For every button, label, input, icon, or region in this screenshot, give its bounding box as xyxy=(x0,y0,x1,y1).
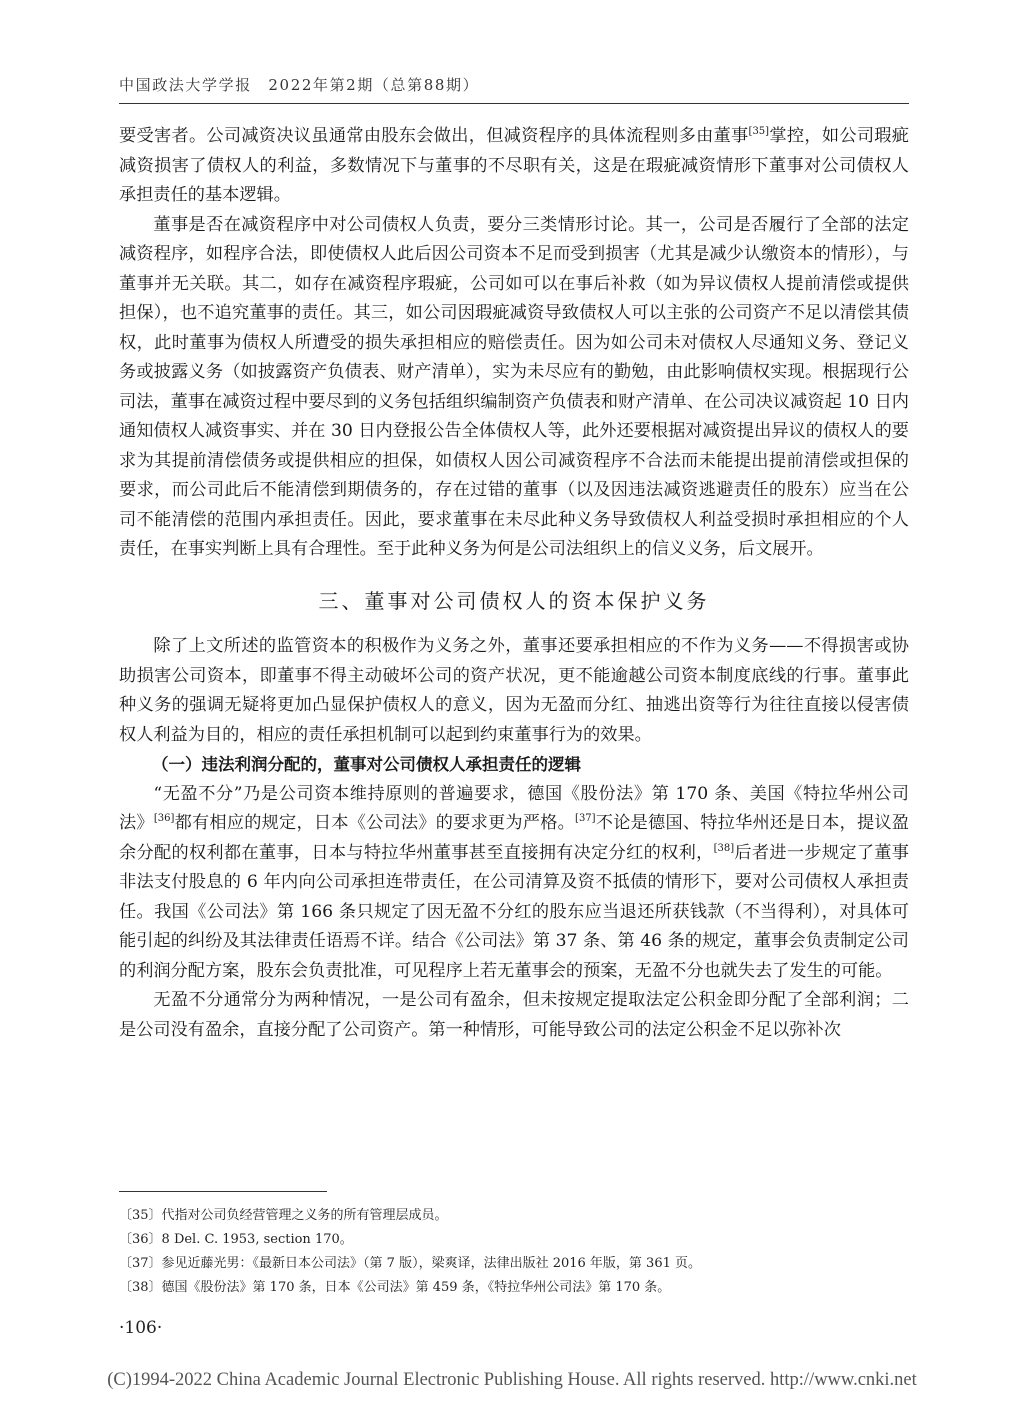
paragraph-1 xyxy=(119,122,909,211)
paragraph-5: 无盈不分通常分为两种情况，一是公司有盈余，但未按规定提取法定公积金即分配了全部利润；二是公司没有盈余，直接分配了公司资产。第一种情形，可能导致公司的法定公积金不足以弥补次 xyxy=(119,990,909,1040)
footnote-ref-36[interactable]: [36] xyxy=(153,813,175,824)
paragraph-4-part-c: 不论是德国、特拉华州还是日本，提议盈余分配的权利都在董事，日本与特拉华州董事甚至直接拥有决定分红的权利， xyxy=(119,813,909,863)
footnote-ref-35[interactable]: [35] xyxy=(748,126,770,137)
paragraph-4-part-b: 都有相应的规定，日本《公司法》的要求更为严格。 xyxy=(174,813,576,833)
footnotes xyxy=(119,1204,909,1300)
footnote-rule xyxy=(119,1191,327,1192)
section-title: 三、董事对公司债权人的资本保护义务 xyxy=(318,588,710,613)
footnote-36: 〔36〕8 Del. C. 1953, section 170。 xyxy=(119,1232,353,1247)
running-header: 中国政法大学学报 2022年第2期（总第88期） xyxy=(119,76,480,94)
article-body xyxy=(119,122,909,1045)
page-number: ·106· xyxy=(119,1318,163,1338)
paragraph-4-part-a: “无盈不分”乃是公司资本维持原则的普遍要求，德国《股份法》第 170 条、美国《特拉华州公司法》 xyxy=(119,783,909,833)
paragraph-4-part-d: 后者进一步规定了董事非法支付股息的 6 年内向公司承担连带责任，在公司清算及资不抵债的情形下，要对公司债权人承担责任。我国《公司法》第 166 条只规定了因无盈不分红的股东应当退还所获钱款（不当得利），对具体可能引起的纠纷及其法律责任语焉不详。结合《公司法》第 37 条、第 46 条的规定，董事会负责制定公司的利润分配方案，股东会负责批准，可见程序上若无董事会的预案，无盈不分也就失去了发生的可能。 xyxy=(119,842,909,981)
footnote-38: 〔38〕德国《股份法》第 170 条，日本《公司法》第 459 条，《特拉华州公司法》第 170 条。 xyxy=(119,1280,671,1295)
copyright-footer: (C)1994-2022 China Academic Journal Electronic Publishing House. All rights reserved. http://www.cnki.net xyxy=(107,1370,917,1390)
paragraph-3: 除了上文所述的监管资本的积极作为义务之外，董事还要承担相应的不作为义务——不得损害或协助损害公司资本，即董事不得主动破坏公司的资产状况，更不能逾越公司资本制度底线的行事。董事此种义务的强调无疑将更加凸显保护债权人的意义，因为无盈而分红、抽逃出资等行为往往直接以侵害债权人利益为目的，相应的责任承担机制可以起到约束董事行为的效果。 xyxy=(119,636,909,745)
subsection-title: （一）违法利润分配的，董事对公司债权人承担责任的逻辑 xyxy=(152,755,581,774)
paragraph-4 xyxy=(119,780,909,987)
paragraph-2: 董事是否在减资程序中对公司债权人负责，要分三类情形讨论。其一，公司是否履行了全部的法定减资程序，如程序合法，即使债权人此后因公司资本不足而受到损害（尤其是减少认缴资本的情形），与董事并无关联。其二，如存在减资程序瑕疵，公司如可以在事后补救（如为异议债权人提前清偿或提供担保），也不追究董事的责任。其三，如公司因瑕疵减资导致债权人可以主张的公司资产不足以清偿其债权，此时董事为债权人所遭受的损失承担相应的赔偿责任。因为如公司未对债权人尽通知义务、登记义务或披露义务（如披露资产负债表、财产清单），实为未尽应有的勤勉，由此影响债权实现。根据现行公司法，董事在减资过程中要尽到的义务包括组织编制资产负债表和财产清单、在公司决议减资起 10 日内通知债权人减资事实、并在 30 日内登报公告全体债权人等，此外还要根据对减资提出异议的债权人的要求为其提前清偿债务或提供相应的担保，如债权人因公司减资程序不合法而未能提出提前清偿或担保的要求，而公司此后不能清偿到期债务的，存在过错的董事（以及因违法减资逃避责任的股东）应当在公司不能清偿的范围内承担责任。因此，要求董事在未尽此种义务导致债权人利益受损时承担相应的个人责任，在事实判断上具有合理性。至于此种义务为何是公司法组织上的信义义务，后文展开。 xyxy=(119,214,909,559)
paragraph-1-text: 要受害者。公司减资决议虽通常由股东会做出，但减资程序的具体流程则多由董事 xyxy=(119,126,749,146)
footnote-ref-38[interactable]: [38] xyxy=(713,842,735,854)
paragraph-1-rest: 掌控，如公司瑕疵减资损害了债权人的利益，多数情况下与董事的不尽职有关，这是在瑕疵减资情形下董事对公司债权人承担责任的基本逻辑。 xyxy=(119,126,909,205)
footnote-ref-37[interactable]: [37] xyxy=(575,813,596,824)
header-rule xyxy=(119,103,909,104)
footnote-37: 〔37〕参见近藤光男：《最新日本公司法》（第 7 版），梁爽译，法律出版社 2016 年版，第 361 页。 xyxy=(119,1256,702,1271)
footnote-35: 〔35〕代指对公司负经营管理之义务的所有管理层成员。 xyxy=(119,1208,448,1223)
